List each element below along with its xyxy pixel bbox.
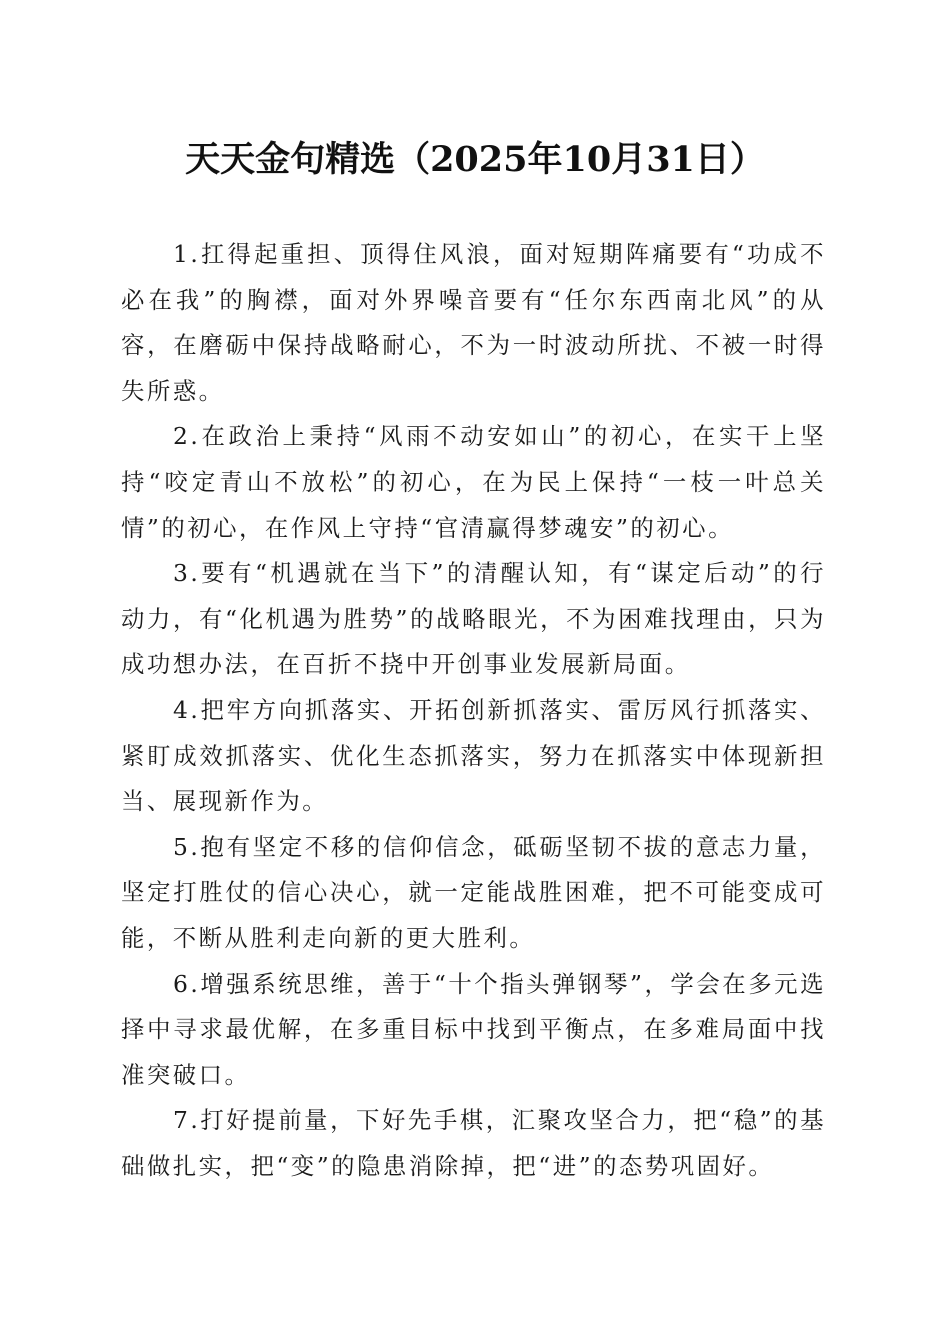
paragraph-7: 7.打好提前量，下好先手棋，汇聚攻坚合力，把“稳”的基础做扎实，把“变”的隐患消除掉，把“进”的态势巩固好。: [121, 1106, 826, 1180]
paragraph-6: 6.增强系统思维，善于“十个指头弹钢琴”，学会在多元选择中寻求最优解，在多重目标中找到平衡点，在多难局面中找准突破口。: [121, 969, 826, 1089]
document-body: [121, 232, 826, 1189]
paragraph-2: 2.在政治上秉持“风雨不动安如山”的初心，在实干上坚持“咬定青山不放松”的初心，在为民上保持“一枝一叶总关情”的初心，在作风上守持“官清赢得梦魂安”的初心。: [121, 422, 826, 542]
paragraph-4: 4.把牢方向抓落实、开拓创新抓落实、雷厉风行抓落实、紧盯成效抓落实、优化生态抓落实，努力在抓落实中体现新担当、展现新作为。: [121, 695, 826, 816]
document-title: 天天金句精选（2025年10月31日）: [185, 139, 765, 180]
paragraph-5: 5.抱有坚定不移的信仰信念，砥砺坚韧不拔的意志力量，坚定打胜仗的信心决心，就一定能战胜困难，把不可能变成可能，不断从胜利走向新的更大胜利。: [121, 832, 826, 952]
paragraph-1: 1.扛得起重担、顶得住风浪，面对短期阵痛要有“功成不必在我”的胸襟，面对外界噪音要有“任尔东西南北风”的从容，在磨砺中保持战略耐心，不为一时波动所扰、不被一时得失所惑。: [121, 240, 826, 405]
paragraph-3: 3.要有“机遇就在当下”的清醒认知，有“谋定后动”的行动力，有“化机遇为胜势”的战略眼光，不为困难找理由，只为成功想办法，在百折不挠中开创事业发展新局面。: [121, 559, 826, 679]
